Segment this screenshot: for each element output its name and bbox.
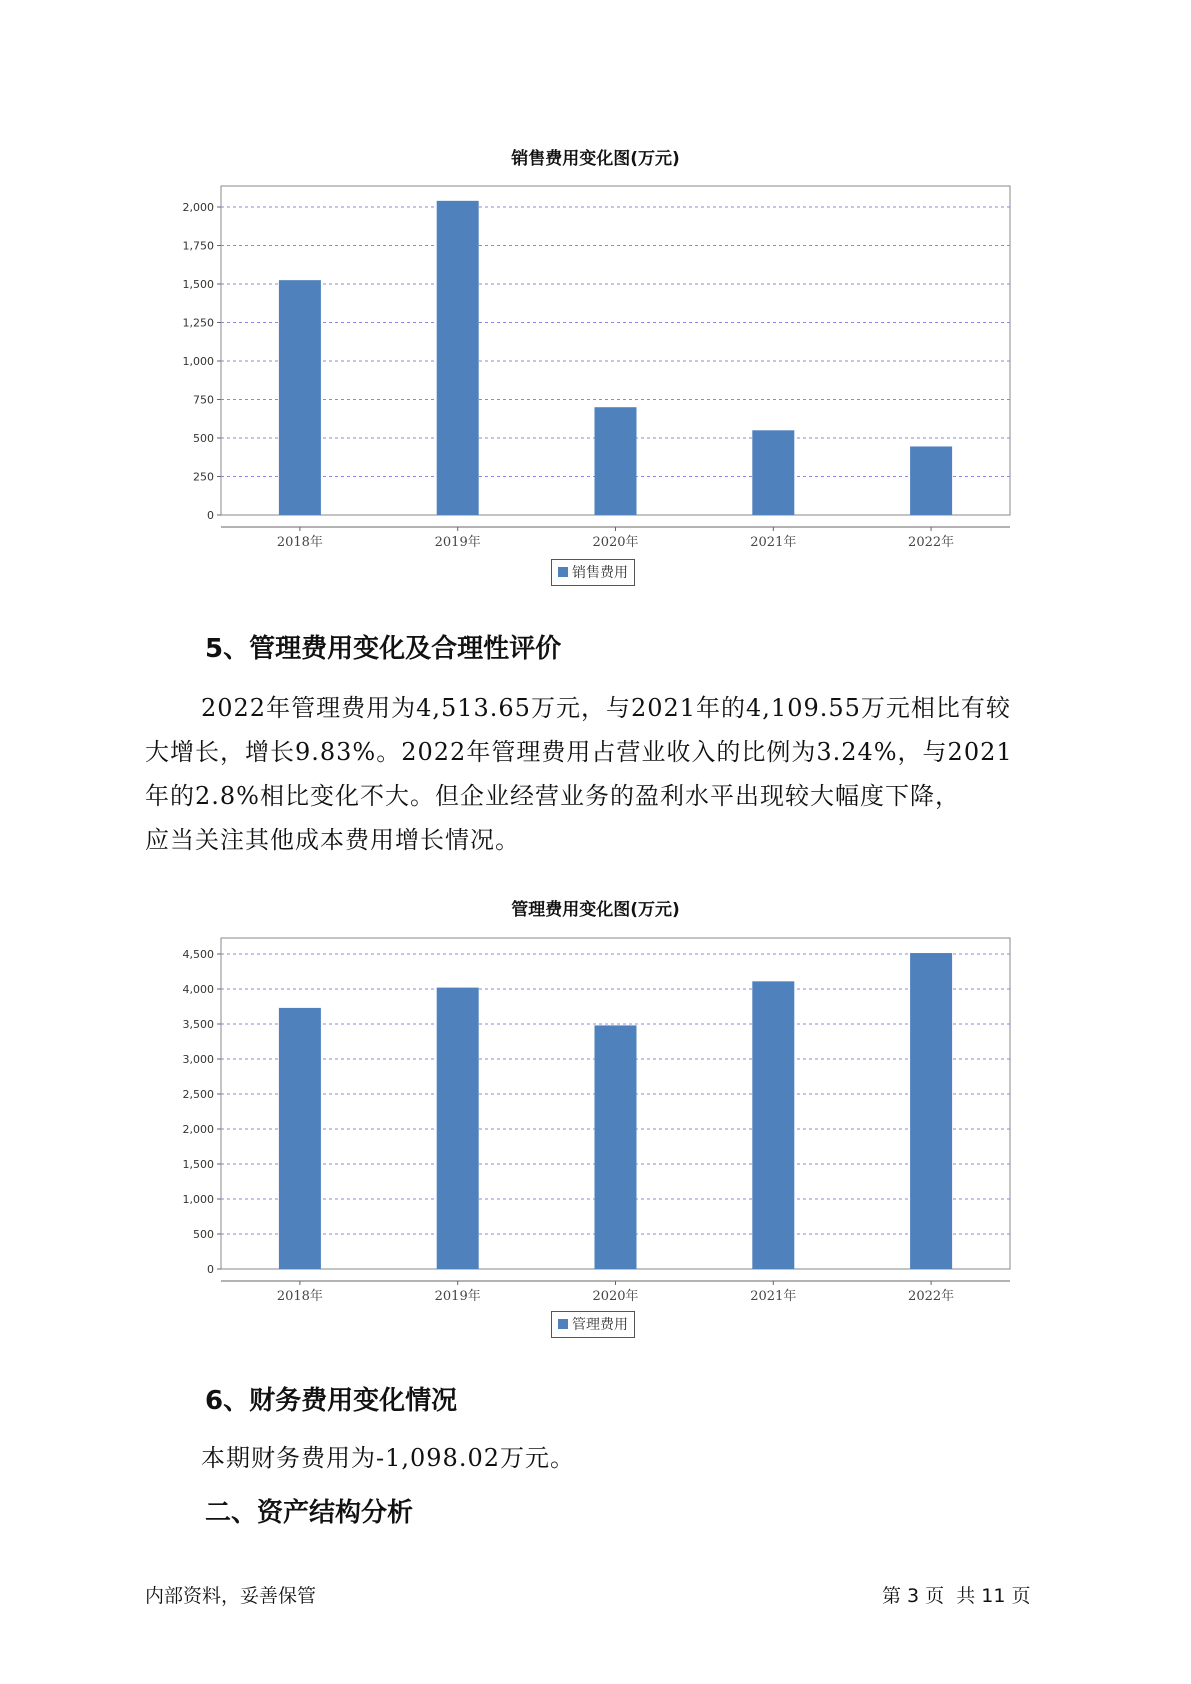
- x-tick-label: 2020年: [592, 1289, 639, 1304]
- section-two-heading: 二、资产结构分析: [205, 1498, 414, 1528]
- y-tick-label: 500: [193, 1228, 214, 1241]
- y-tick-label: 1,500: [182, 278, 214, 291]
- section6-paragraph: [201, 1436, 1101, 1480]
- footer-confidential: 内部资料，妥善保管: [145, 1585, 317, 1607]
- y-tick-label: 4,000: [182, 983, 214, 996]
- y-tick-label: 2,500: [182, 1088, 214, 1101]
- bar: [910, 446, 952, 515]
- y-tick-label: 1,250: [182, 316, 214, 330]
- section5-paragraph: [145, 686, 1045, 862]
- y-tick-label: 250: [193, 470, 214, 484]
- y-tick-label: 1,500: [182, 1158, 214, 1171]
- x-tick-label: 2018年: [276, 535, 323, 550]
- legend-swatch: [558, 1319, 568, 1329]
- bar: [279, 280, 321, 515]
- x-tick-label: 2021年: [750, 1289, 797, 1304]
- x-tick-label: 2019年: [434, 535, 481, 550]
- paragraph-line: 年的2.8%相比变化不大。但企业经营业务的盈利水平出现较大幅度下降，: [145, 782, 960, 810]
- x-tick-label: 2022年: [908, 1289, 955, 1304]
- y-tick-label: 2,000: [182, 1123, 214, 1136]
- section5-heading: 5、管理费用变化及合理性评价: [205, 634, 562, 664]
- paragraph-line: 应当关注其他成本费用增长情况。: [145, 826, 520, 854]
- paragraph-line: 2022年管理费用为4,513.65万元，与2021年的4,109.55万元相比有较: [201, 694, 1011, 722]
- bar: [437, 201, 479, 515]
- chart2-legend: [551, 1311, 635, 1338]
- section6-heading: 6、财务费用变化情况: [205, 1386, 458, 1416]
- paragraph-line: 本期财务费用为-1,098.02万元。: [201, 1444, 575, 1472]
- bar: [752, 981, 794, 1269]
- admin-expense-chart: [0, 900, 1191, 1304]
- bar: [437, 988, 479, 1269]
- bar: [595, 1025, 637, 1269]
- chart1-legend-label: 销售费用: [572, 565, 628, 581]
- chart2-title: 管理费用变化图(万元): [511, 900, 680, 920]
- y-tick-label: 2,000: [182, 201, 214, 214]
- y-tick-label: 4,500: [182, 948, 214, 961]
- x-tick-label: 2020年: [592, 535, 639, 550]
- y-tick-label: 0: [207, 509, 214, 522]
- y-tick-label: 500: [193, 432, 214, 445]
- x-tick-label: 2022年: [908, 535, 955, 550]
- y-tick-label: 0: [207, 1263, 214, 1276]
- x-tick-label: 2018年: [276, 1289, 323, 1304]
- y-tick-label: 1,750: [182, 239, 214, 253]
- y-tick-label: 3,000: [182, 1053, 214, 1066]
- y-tick-label: 750: [193, 393, 214, 407]
- y-tick-label: 1,000: [182, 355, 214, 368]
- x-tick-label: 2021年: [750, 535, 797, 550]
- sales-expense-chart: [0, 0, 1191, 550]
- paragraph-line: 大增长，增长9.83%。2022年管理费用占营业收入的比例为3.24%，与2021: [145, 738, 1013, 766]
- y-tick-label: 1,000: [182, 1193, 214, 1206]
- bar: [910, 953, 952, 1269]
- legend-swatch: [558, 567, 568, 577]
- bar: [595, 407, 637, 515]
- x-tick-label: 2019年: [434, 1289, 481, 1304]
- bar: [752, 430, 794, 515]
- footer-page-number: 第 3 页 共 11 页: [882, 1585, 1031, 1607]
- chart2-legend-label: 管理费用: [572, 1317, 628, 1333]
- bar: [279, 1008, 321, 1269]
- y-tick-label: 3,500: [182, 1018, 214, 1031]
- chart1-legend: [551, 559, 635, 586]
- chart1-title: 销售费用变化图(万元): [511, 149, 680, 169]
